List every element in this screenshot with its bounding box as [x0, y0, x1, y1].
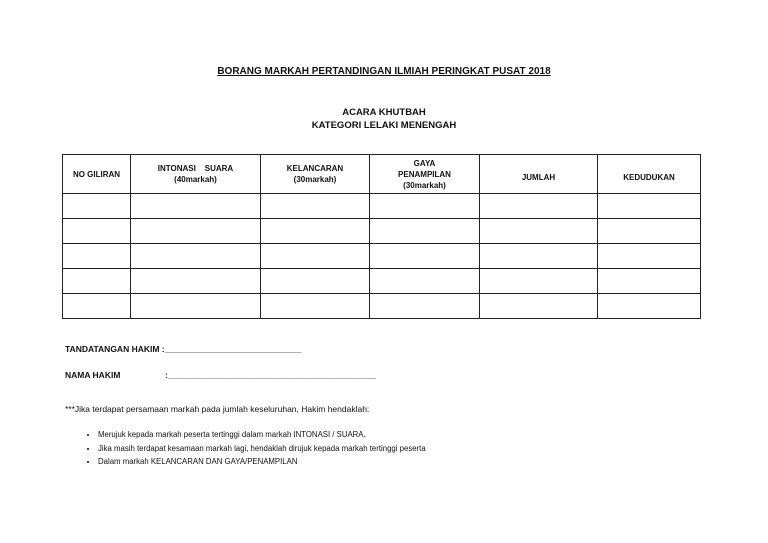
table-cell[interactable] — [370, 219, 480, 244]
table-cell[interactable] — [63, 244, 131, 269]
table-cell[interactable] — [598, 294, 701, 319]
header-intonasi-suara: INTONASI SUARA (40markah) — [131, 155, 261, 194]
table-cell[interactable] — [131, 244, 261, 269]
table-row — [63, 219, 701, 244]
table-cell[interactable] — [598, 269, 701, 294]
table-cell[interactable] — [63, 294, 131, 319]
signature-label: TANDATANGAN HAKIM : — [65, 344, 165, 354]
list-item: • Jika masih terdapat kesamaan markah lagi, hendaklah dirujuk kepada markah tertinggi peserta — [98, 442, 426, 456]
table-cell[interactable] — [480, 194, 598, 219]
judge-signature-row — [65, 344, 302, 354]
tiebreak-note: ***Jika terdapat persamaan markah pada jumlah keseluruhan, Hakim hendaklah: — [65, 404, 370, 414]
signature-line[interactable]: _____________________________ — [164, 344, 302, 354]
table-cell[interactable] — [370, 244, 480, 269]
score-table — [62, 154, 701, 319]
header-gaya-penampilan: GAYA PENAMPILAN (30markah) — [370, 155, 480, 194]
table-row — [63, 244, 701, 269]
judge-name-line[interactable]: :____________________________________________ — [165, 370, 376, 380]
table-cell[interactable] — [598, 194, 701, 219]
list-item: • Dalam markah KELANCARAN DAN GAYA/PENAMPILAN — [98, 455, 426, 469]
table-cell[interactable] — [370, 294, 480, 319]
table-cell[interactable] — [131, 269, 261, 294]
table-cell[interactable] — [261, 244, 370, 269]
table-row — [63, 294, 701, 319]
table-cell[interactable] — [480, 244, 598, 269]
judge-name-label: NAMA HAKIM — [65, 370, 121, 380]
category-title: KATEGORI LELAKI MENENGAH — [311, 120, 457, 131]
table-cell[interactable] — [370, 194, 480, 219]
header-kelancaran: KELANCARAN (30markah) — [261, 155, 370, 194]
table-cell[interactable] — [131, 294, 261, 319]
table-cell[interactable] — [63, 194, 131, 219]
table-cell[interactable] — [131, 194, 261, 219]
table-cell[interactable] — [598, 219, 701, 244]
table-cell[interactable] — [131, 219, 261, 244]
table-cell[interactable] — [480, 219, 598, 244]
table-cell[interactable] — [261, 194, 370, 219]
table-cell[interactable] — [370, 269, 480, 294]
table-cell[interactable] — [261, 269, 370, 294]
header-jumlah: JUMLAH — [480, 155, 598, 194]
event-title: ACARA KHUTBAH — [342, 107, 426, 118]
table-cell[interactable] — [261, 219, 370, 244]
form-title: BORANG MARKAH PERTANDINGAN ILMIAH PERINGKAT PUSAT 2018 — [217, 66, 551, 77]
table-cell[interactable] — [598, 244, 701, 269]
table-row — [63, 269, 701, 294]
judge-name-row — [65, 370, 376, 380]
table-cell[interactable] — [63, 219, 131, 244]
table-row — [63, 194, 701, 219]
table-header-row — [63, 155, 701, 194]
table-cell[interactable] — [261, 294, 370, 319]
list-item: • Merujuk kepada markah peserta tertinggi dalam markah INTONASI / SUARA. — [98, 428, 426, 442]
table-cell[interactable] — [480, 269, 598, 294]
table-cell[interactable] — [63, 269, 131, 294]
tiebreak-rules-list — [78, 428, 426, 469]
header-kedudukan: KEDUDUKAN — [598, 155, 701, 194]
table-cell[interactable] — [480, 294, 598, 319]
header-no-giliran: NO GILIRAN — [63, 155, 131, 194]
